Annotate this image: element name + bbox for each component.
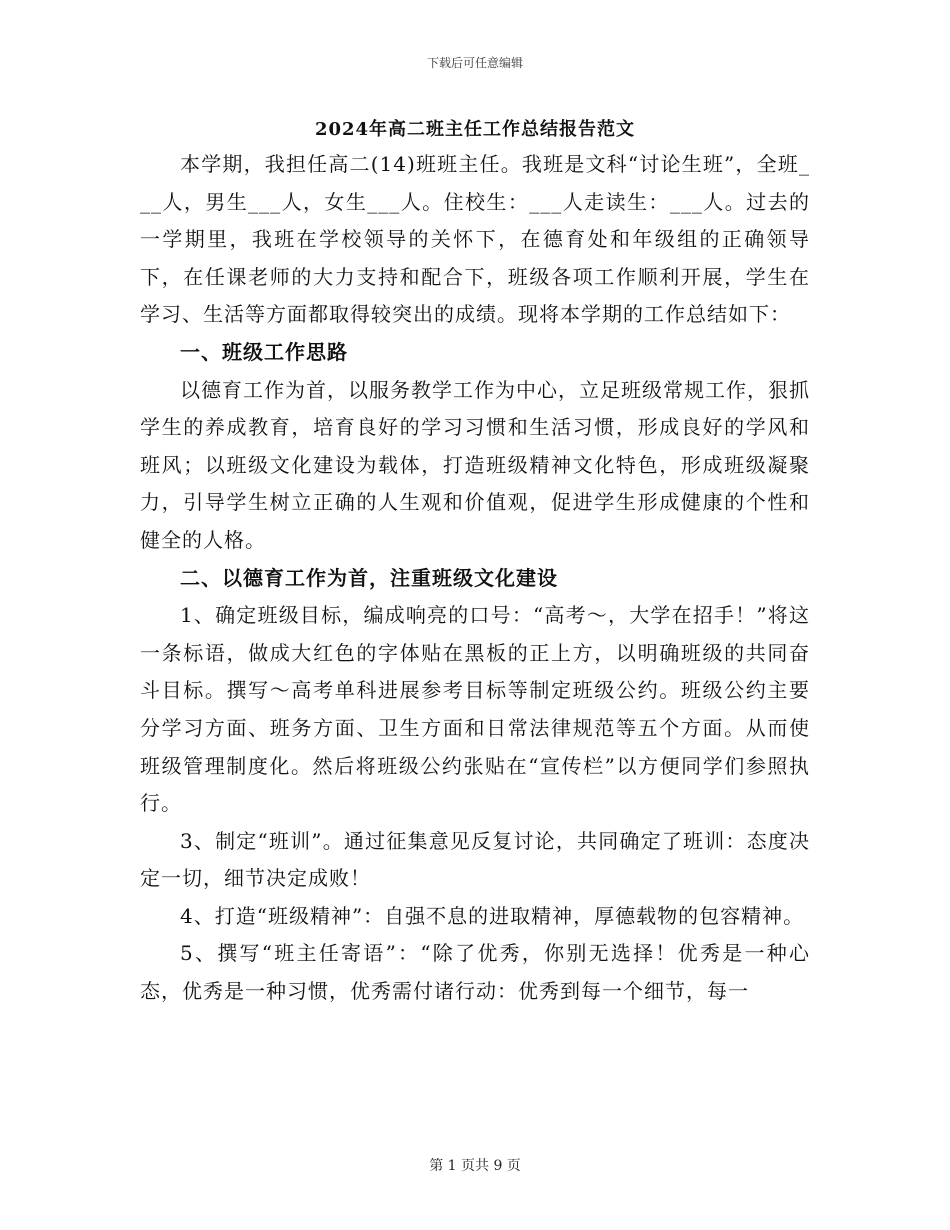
item-1-paragraph: 1、确定班级目标，编成响亮的口号：“高考～，大学在招手！”将这一条标语，做成大红色的字体贴在黑板的正上方，以明确班级的共同奋斗目标。撰写～高考单科进展参考目标等制定班级公约。班级公约主要分学习方面、班务方面、卫生方面和日常法律规范等五个方面。从而使班级管理制度化。然后将班级公约张贴在“宣传栏”以方便同学们参照执行。 [140, 603, 810, 816]
document-title: 2024年高二班主任工作总结报告范文 [314, 119, 636, 140]
item-3-paragraph: 3、制定“班训”。通过征集意见反复讨论，共同确定了班训：态度决定一切，细节决定成败！ [140, 828, 810, 891]
intro-paragraph: 本学期，我担任高二(14)班班主任。我班是文科“讨论生班”，全班___人，男生___人，女生___人。住校生：___人走读生：___人。过去的一学期里，我班在学校领导的关怀下，在德育处和年级组的正确领导下，在任课老师的大力支持和配合下，班级各项工作顺利开展，学生在学习、生活等方面都取得较突出的成绩。现将本学期的工作总结如下： [140, 152, 810, 327]
page-footer: 第 1 页共 9 页 [429, 1158, 521, 1174]
document-body [140, 146, 810, 1011]
page-header-note: 下载后可任意编辑 [426, 56, 523, 70]
item-4-paragraph: 4、打造“班级精神”：自强不息的进取精神，厚德载物的包容精神。 [180, 903, 805, 928]
item-5-paragraph: 5、撰写“班主任寄语”：“除了优秀，你别无选择！优秀是一种心态，优秀是一种习惯，优秀需付诸行动：优秀到每一个细节，每一 [140, 941, 810, 1004]
section-1-paragraph: 以德育工作为首，以服务教学工作为中心，立足班级常规工作，狠抓学生的养成教育，培育良好的学习习惯和生活习惯，形成良好的学风和班风；以班级文化建设为载体，打造班级精神文化特色，形成班级凝聚力，引导学生树立正确的人生观和价值观，促进学生形成健康的个性和健全的人格。 [140, 377, 810, 552]
section-heading-2: 二、以德育工作为首，注重班级文化建设 [180, 565, 558, 590]
section-heading-1: 一、班级工作思路 [180, 339, 348, 364]
